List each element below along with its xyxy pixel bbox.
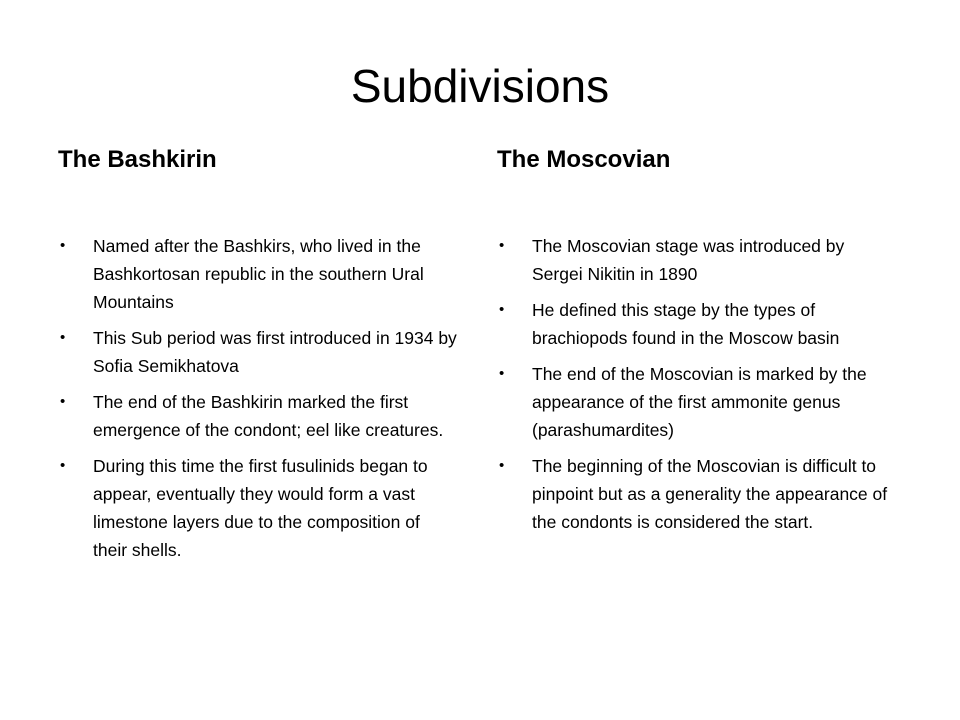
slide-title: Subdivisions: [350, 60, 610, 112]
bullet-text: Named after the Bashkirs, who lived in the Bashkortosan republic in the southern Ural Mountains: [93, 236, 424, 312]
bullet-text: The beginning of the Moscovian is difficult to pinpoint but as a generality the appearance of the condonts is considered the start.: [532, 456, 888, 532]
bullet-item: [497, 232, 897, 288]
bullet-item: [58, 324, 458, 380]
bullet-text: The end of the Bashkirin marked the first emergence of the condont; eel like creatures.: [93, 392, 444, 440]
left-column-heading: The Bashkirin: [58, 146, 217, 173]
bullet-dot-icon: •: [499, 365, 505, 382]
bullet-dot-icon: •: [60, 329, 66, 346]
bullet-item: [58, 452, 458, 564]
bullet-text: This Sub period was first introduced in 1934 by Sofia Semikhatova: [93, 328, 457, 376]
bullet-text: The Moscovian stage was introduced by Sergei Nikitin in 1890: [532, 236, 845, 284]
bullet-dot-icon: •: [499, 457, 505, 474]
bullet-item: [58, 232, 458, 316]
left-column: [58, 140, 458, 572]
right-bullet-list: [497, 232, 897, 536]
bullet-text: He defined this stage by the types of brachiopods found in the Moscow basin: [532, 300, 840, 348]
bullet-dot-icon: •: [499, 301, 505, 318]
bullet-dot-icon: •: [60, 393, 66, 410]
bullet-text: The end of the Moscovian is marked by the appearance of the first ammonite genus (parashumardites): [532, 364, 867, 440]
right-column: [497, 140, 897, 544]
bullet-item: [497, 296, 897, 352]
bullet-text: During this time the first fusulinids began to appear, eventually they would form a vast limestone layers due to the composition of their shells.: [93, 456, 428, 560]
right-column-heading: The Moscovian: [497, 146, 671, 173]
bullet-item: [497, 452, 897, 536]
bullet-dot-icon: •: [60, 237, 66, 254]
bullet-item: [497, 360, 897, 444]
bullet-dot-icon: •: [60, 457, 66, 474]
left-bullet-list: [58, 232, 458, 564]
bullet-dot-icon: •: [499, 237, 505, 254]
bullet-item: [58, 388, 458, 444]
